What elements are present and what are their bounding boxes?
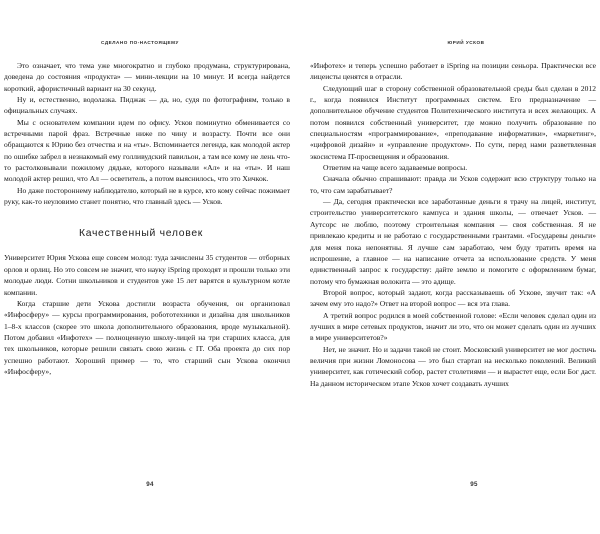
paragraph: — Да, сегодня практически все заработанные деньги я трачу на лицей, институт, строительство университетского кампуса и здания школы, — отвечает Усков. — Аутсорс не люблю, поэтому строительная компания — своя собственная. Я не привлекаю кредиты и не работаю с государственными грантами. «Государевы деньги» для меня пока непонятны. Я лучше сам заработаю, чем буду тратить время на испрошение, а главное — на написание отчета за использование средств. У меня единственный запрос к государству: дайте землю и помогите с оформлением бумаг, потому что бумажная волокита — это адище. [310, 197, 596, 286]
paragraph: Второй вопрос, который задают, когда рассказываешь об Ускове, звучит так: «А зачем ему это надо?» Ответ на второй вопрос — вся эта глава. [310, 287, 596, 309]
paragraph: Ну и, естественно, водолазка. Пиджак — да, но, судя по фотографиям, только в официальных случаях. [4, 95, 290, 116]
paragraph: Следующий шаг в сторону собственной образовательной среды был сделан в 2012 г., когда появился Институт программных систем. Его предназначение — дополнительное обучение студентов Политехнического института и всех желающих. А потом появился собственный университет, где можно получить образование по специальностям «программирование», «преподавание информатики», «маркетинг», «цифровой дизайн» и «управление продуктом». По сути, перед нами разветвленная экосистема IT-просвещения и образования. [310, 83, 596, 161]
paragraph: Университет Юрия Ускова еще совсем молод: туда зачислены 35 студентов — отборных орлов и орлиц. Но это совсем не значит, что науку iSpring проходят и прошли только эти молодые люди. Сотни школьников и студентов уже 15 лет варятся в культурном котле компании. [4, 253, 290, 297]
paragraph: Мы с основателем компании идем по офису. Усков поминутно обменивается со встречными парой фраз. Встречные ниже по чину и возрасту. Почти все они обращаются к Юрию без отчества и на «ты». Вспоминается легенда, как молодой актер по ошибке забрел в незнакомый ему голливудский павильон, а там все кому не лень что-то растолковывали пожилому дядьке, которого называли «Ал» и на «ты». И наш молодой актер решил, что Ал — осветитель, а потом выяснилось, что это Хичкок. [4, 117, 290, 184]
left-page-section-body [4, 252, 290, 377]
right-page-number: 95 [470, 481, 478, 488]
right-page [300, 0, 600, 534]
paragraph: «Инфотех» и теперь успешно работает в iSpring на позиции сеньора. Практически все лицеисты ценятся в отрасли. [310, 61, 596, 82]
left-page-number: 94 [146, 481, 154, 488]
paragraph: Когда старшие дети Ускова достигли возраста обучения, он организовал «Инфосферу» — курсы программирования, робототехники и дизайна для школьников 1–8-х классов (скорее это школа дополнительного образования, вроде музыкальной). Потом добавил «Инфотех» — полноценную школу-лицей на три старших класса, для тех школьников, которые решили связать свою жизнь с IT. Оба проекта до сих пор успешно работают. Хороший пример — то, что старший сын Ускова окончил «Инфосферу», [4, 298, 290, 376]
section-heading: Качественный человек [78, 228, 204, 240]
right-page-running-head: ЮРИЙ УСКОВ [447, 40, 485, 45]
left-page-body [4, 60, 290, 207]
paragraph: А третий вопрос родился в моей собственной голове: «Если человек сделал один из лучших в мире сетевых продуктов, значит ли это, что он может сделать один из лучших в мире университетов?» [310, 310, 596, 343]
paragraph: Это означает, что тема уже многократно и глубоко продумана, структурирована, доведена до состояния «продукта» — мини-лекции на 10 минут. И всегда найдется короткий, афористичный вариант на 30 секунд. [4, 61, 290, 93]
paragraph: Нет, не значит. Но и задачи такой не стоит. Московский университет не мог достичь величия при жизни Ломоносова — это был стартап на несколько поколений. Великий университет, как готический собор, растет столетиями — и вырастет еще, если Бог даст. На данном историческом этапе Усков хочет создавать лучших [310, 344, 596, 388]
paragraph: Ответим на чаще всего задаваемые вопросы. [323, 163, 468, 173]
paragraph: Сначала обычно спрашивают: правда ли Усков содержит всю структуру только на то, что сам зарабатывает? [310, 174, 596, 195]
right-page-body [310, 60, 596, 389]
paragraph: Но даже постороннему наблюдателю, который не в курсе, кто кому сейчас пожимает руку, как-то неуловимо станет понятно, что главный здесь — Усков. [4, 185, 290, 207]
left-page-running-head: СДЕЛАНО ПО-НАСТОЯЩЕМУ [101, 40, 179, 45]
